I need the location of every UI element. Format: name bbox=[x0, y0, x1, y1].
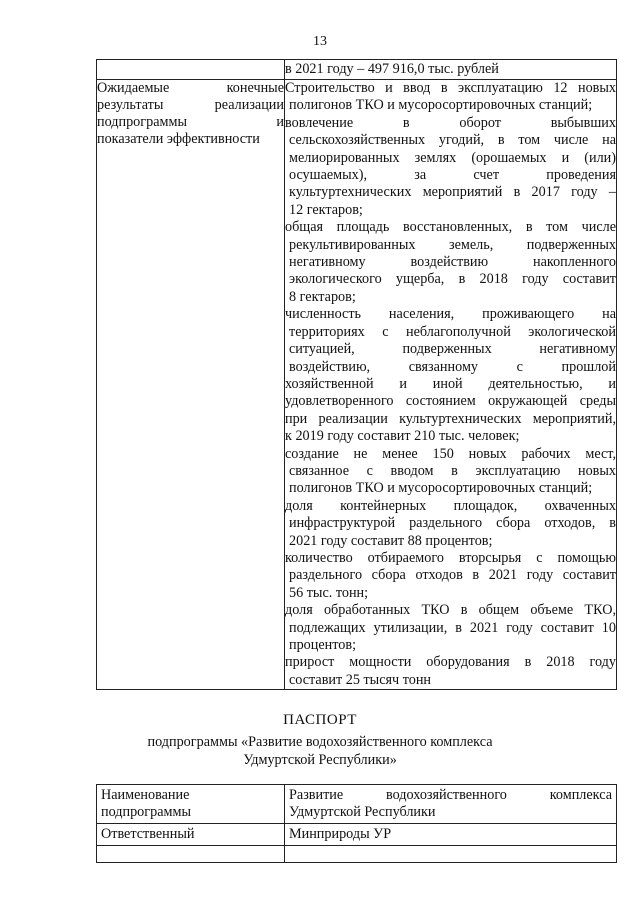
results-line: негативному воздействию накопленного bbox=[289, 254, 616, 271]
results-line: доля контейнерных площадок, охваченных bbox=[285, 497, 616, 514]
results-line: сельскохозяйственных угодий, в том числе на bbox=[289, 132, 616, 149]
results-line: вовлечение в оборот выбывших bbox=[285, 114, 616, 131]
cell-line: Наименование bbox=[101, 787, 190, 803]
table-row bbox=[97, 824, 617, 846]
results-line: территориях с неблагополучной экологической bbox=[289, 323, 616, 340]
table-row bbox=[97, 846, 617, 863]
heading-line: Ожидаемые конечные bbox=[97, 80, 284, 96]
empty-cell bbox=[97, 60, 285, 80]
heading-line-word: и bbox=[276, 114, 284, 130]
cell-line: подпрограммы bbox=[101, 804, 191, 820]
expected-results-text bbox=[285, 80, 617, 690]
results-line: культуртехнических мероприятий в 2017 году – bbox=[289, 184, 616, 201]
table-row bbox=[97, 785, 617, 824]
results-line: полигонов ТКО и мусоросортировочных станций; bbox=[289, 480, 593, 497]
results-line: ситуацией, подверженных негативному bbox=[289, 341, 616, 358]
results-line: 56 тыс. тонн; bbox=[289, 584, 369, 601]
cell-line: Минприроды УР bbox=[289, 826, 392, 842]
heading-line-word: реализации bbox=[214, 97, 284, 113]
passport-title: ПАСПОРТ bbox=[283, 712, 357, 728]
empty-cell bbox=[97, 846, 285, 863]
results-line: рекультивированных земель, подверженных bbox=[289, 236, 616, 253]
results-line: численность населения, проживающего на bbox=[285, 306, 616, 323]
results-line: удовлетворенного состоянием окружающей среды bbox=[285, 393, 616, 410]
results-line: связанное с вводом в эксплуатацию новых bbox=[289, 462, 616, 479]
results-line: доля обработанных ТКО в общем объеме ТКО, bbox=[285, 602, 616, 619]
funding-2021-text: в 2021 году – 497 916,0 тыс. рублей bbox=[285, 61, 499, 77]
cell-line: Развитие водохозяйственного комплекса bbox=[289, 787, 612, 803]
name-value-cell bbox=[285, 785, 617, 824]
results-line: 8 гектаров; bbox=[289, 288, 356, 305]
expected-results-heading bbox=[97, 80, 285, 690]
funding-cell bbox=[285, 60, 617, 80]
page-number: 13 bbox=[313, 34, 327, 49]
passport-subtitle bbox=[0, 733, 640, 769]
heading-line: подпрограммы и bbox=[97, 114, 284, 130]
table-row bbox=[97, 60, 617, 80]
results-line: 12 гектаров; bbox=[289, 201, 363, 218]
passport-subtitle-line: подпрограммы «Развитие водохозяйственного комплекса bbox=[147, 734, 493, 750]
results-line: при реализации культуртехнических мероприятий, bbox=[285, 410, 616, 427]
results-line: мелиорированных землях (орошаемых и (или) bbox=[289, 149, 616, 166]
results-line: экологического ущерба, в 2018 году составит bbox=[289, 271, 616, 288]
results-line: раздельного сбора отходов в 2021 году составит bbox=[289, 567, 616, 584]
results-line: подлежащих утилизации, в 2021 году составит 10 bbox=[289, 619, 616, 636]
results-line: инфраструктурой раздельного сбора отходов, в bbox=[289, 515, 616, 532]
passport-table bbox=[96, 784, 617, 863]
empty-cell bbox=[285, 846, 617, 863]
cell-line: Удмуртской Республики bbox=[289, 804, 436, 820]
results-line: Строительство и ввод в эксплуатацию 12 новых bbox=[285, 80, 616, 96]
heading-line-word: конечные bbox=[226, 80, 284, 96]
results-line: к 2019 году составит 210 тыс. человек; bbox=[285, 428, 520, 445]
responsible-label-cell bbox=[97, 824, 285, 846]
results-line: осушаемых), за счет проведения bbox=[289, 167, 616, 184]
results-line: полигонов ТКО и мусоросортировочных станций; bbox=[289, 97, 593, 114]
results-line: количество отбираемого вторсырья с помощью bbox=[285, 549, 616, 566]
results-line: процентов; bbox=[289, 637, 357, 653]
results-line: составит 25 тысяч тонн bbox=[289, 671, 432, 688]
cell-line: Ответственный bbox=[101, 826, 195, 842]
results-line: общая площадь восстановленных, в том числе bbox=[285, 219, 616, 236]
results-line: хозяйственной и иной деятельностью, и bbox=[285, 375, 616, 392]
heading-line: показатели эффективности bbox=[97, 131, 260, 147]
passport-subtitle-line: Удмуртской Республики» bbox=[243, 752, 397, 768]
results-line: 2021 году составит 88 процентов; bbox=[289, 532, 493, 549]
results-table bbox=[96, 59, 617, 690]
heading-line: результаты реализации bbox=[97, 97, 284, 113]
results-line: воздействию, связанному с прошлой bbox=[289, 358, 616, 375]
responsible-value-cell bbox=[285, 824, 617, 846]
table-row bbox=[97, 80, 617, 690]
name-label-cell bbox=[97, 785, 285, 824]
results-line: создание не менее 150 новых рабочих мест, bbox=[285, 445, 616, 462]
results-line: прирост мощности оборудования в 2018 году bbox=[285, 654, 616, 671]
